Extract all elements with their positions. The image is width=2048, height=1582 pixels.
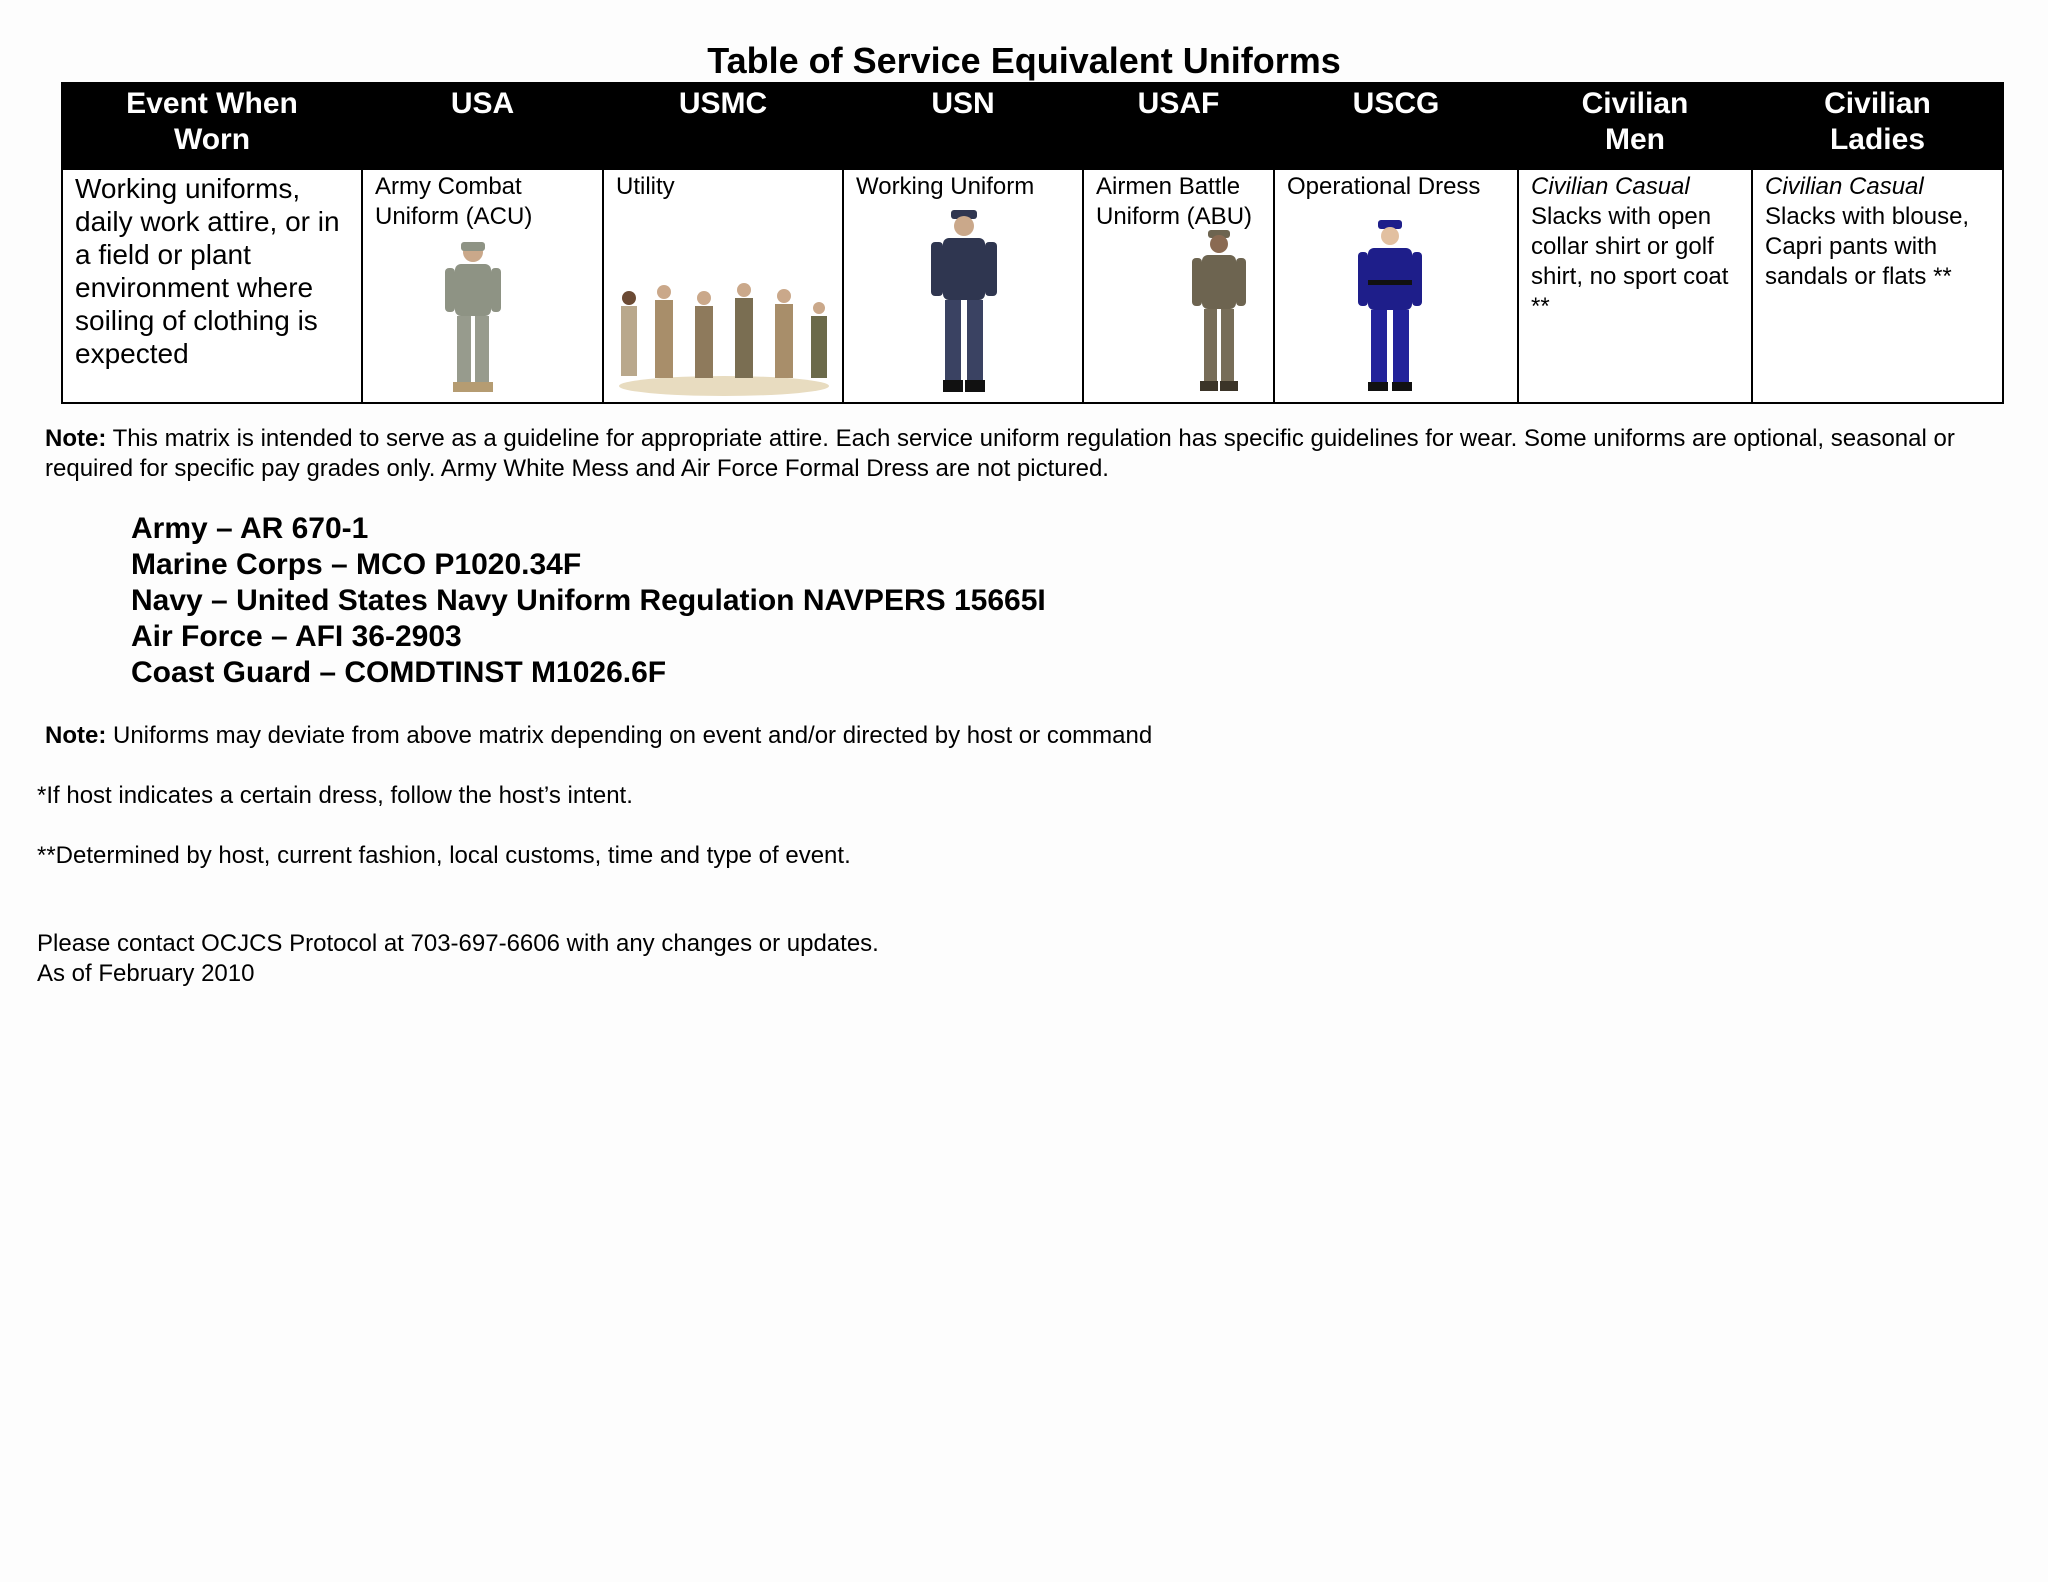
regulation-coast-guard: Coast Guard – COMDTINST M1026.6F bbox=[131, 656, 667, 689]
header-usaf: USAF bbox=[1083, 83, 1274, 169]
page-title: Table of Service Equivalent Uniforms bbox=[707, 40, 1341, 81]
header-usa: USA bbox=[362, 83, 603, 169]
civilian-men-title: Civilian Casual bbox=[1531, 173, 1690, 200]
airman-image bbox=[1184, 228, 1254, 398]
as-of-date: As of February 2010 bbox=[37, 960, 255, 987]
cell-usa bbox=[362, 169, 603, 403]
cell-civilian-men bbox=[1518, 169, 1752, 403]
regulation-air-force: Air Force – AFI 36-2903 bbox=[131, 620, 462, 653]
civilian-ladies-text: Slacks with blouse, Capri pants with sandals or flats ** bbox=[1765, 203, 1970, 290]
coast-guard-image bbox=[1350, 218, 1430, 398]
uscg-label: Operational Dress bbox=[1287, 173, 1481, 200]
header-civilian-men: Civilian Men bbox=[1518, 83, 1752, 169]
navy-sailor-image bbox=[919, 208, 1009, 398]
regulations-list bbox=[131, 511, 1046, 691]
header-civilian-ladies: Civilian Ladies bbox=[1752, 83, 2003, 169]
cell-usaf bbox=[1083, 169, 1274, 403]
marines-group-image bbox=[609, 268, 839, 398]
cell-civilian-ladies bbox=[1752, 169, 2003, 403]
note-text: This matrix is intended to serve as a guideline for appropriate attire. Each service uniform regulation has specific guidelines for wear. Some uniforms are optional, seasonal or required for specific pay grades only. Army White Mess and Air Force Formal Dress are not pictured. bbox=[45, 425, 1955, 482]
header-uscg: USCG bbox=[1274, 83, 1518, 169]
note-text: Uniforms may deviate from above matrix depending on event and/or directed by host or command bbox=[106, 722, 1153, 749]
cell-event bbox=[62, 169, 362, 403]
usa-label: Army Combat Uniform (ACU) bbox=[375, 173, 533, 230]
cell-usn bbox=[843, 169, 1083, 403]
footnote-host: *If host indicates a certain dress, follow the host’s intent. bbox=[37, 782, 633, 809]
usn-label: Working Uniform bbox=[856, 173, 1035, 200]
usaf-label: Airmen Battle Uniform (ABU) bbox=[1096, 173, 1253, 230]
header-usmc: USMC bbox=[603, 83, 843, 169]
note-label: Note: bbox=[45, 722, 107, 749]
note-label: Note: bbox=[45, 425, 107, 452]
civilian-men-text: Slacks with open collar shirt or golf shirt, no sport coat ** bbox=[1531, 203, 1729, 320]
regulation-army: Army – AR 670-1 bbox=[131, 512, 369, 545]
event-text: Working uniforms, daily work attire, or in a field or plant environment where soiling of clothing is expected bbox=[75, 173, 340, 369]
header-event: Event When Worn bbox=[62, 83, 362, 169]
table-header-row bbox=[62, 83, 2003, 169]
regulation-marine-corps: Marine Corps – MCO P1020.34F bbox=[131, 548, 582, 581]
army-soldier-image bbox=[433, 238, 513, 398]
civilian-ladies-title: Civilian Casual bbox=[1765, 173, 1924, 200]
usmc-label: Utility bbox=[616, 173, 675, 200]
footnote-determined: **Determined by host, current fashion, local customs, time and type of event. bbox=[37, 842, 851, 869]
header-usn: USN bbox=[843, 83, 1083, 169]
cell-uscg bbox=[1274, 169, 1518, 403]
uniforms-table bbox=[61, 82, 2004, 404]
note-deviation bbox=[45, 721, 1152, 751]
regulation-navy: Navy – United States Navy Uniform Regulation NAVPERS 15665I bbox=[131, 584, 1046, 617]
cell-usmc bbox=[603, 169, 843, 403]
table-row bbox=[62, 169, 2003, 403]
note-guideline bbox=[45, 424, 2005, 484]
contact-line: Please contact OCJCS Protocol at 703-697-6606 with any changes or updates. bbox=[37, 930, 879, 957]
